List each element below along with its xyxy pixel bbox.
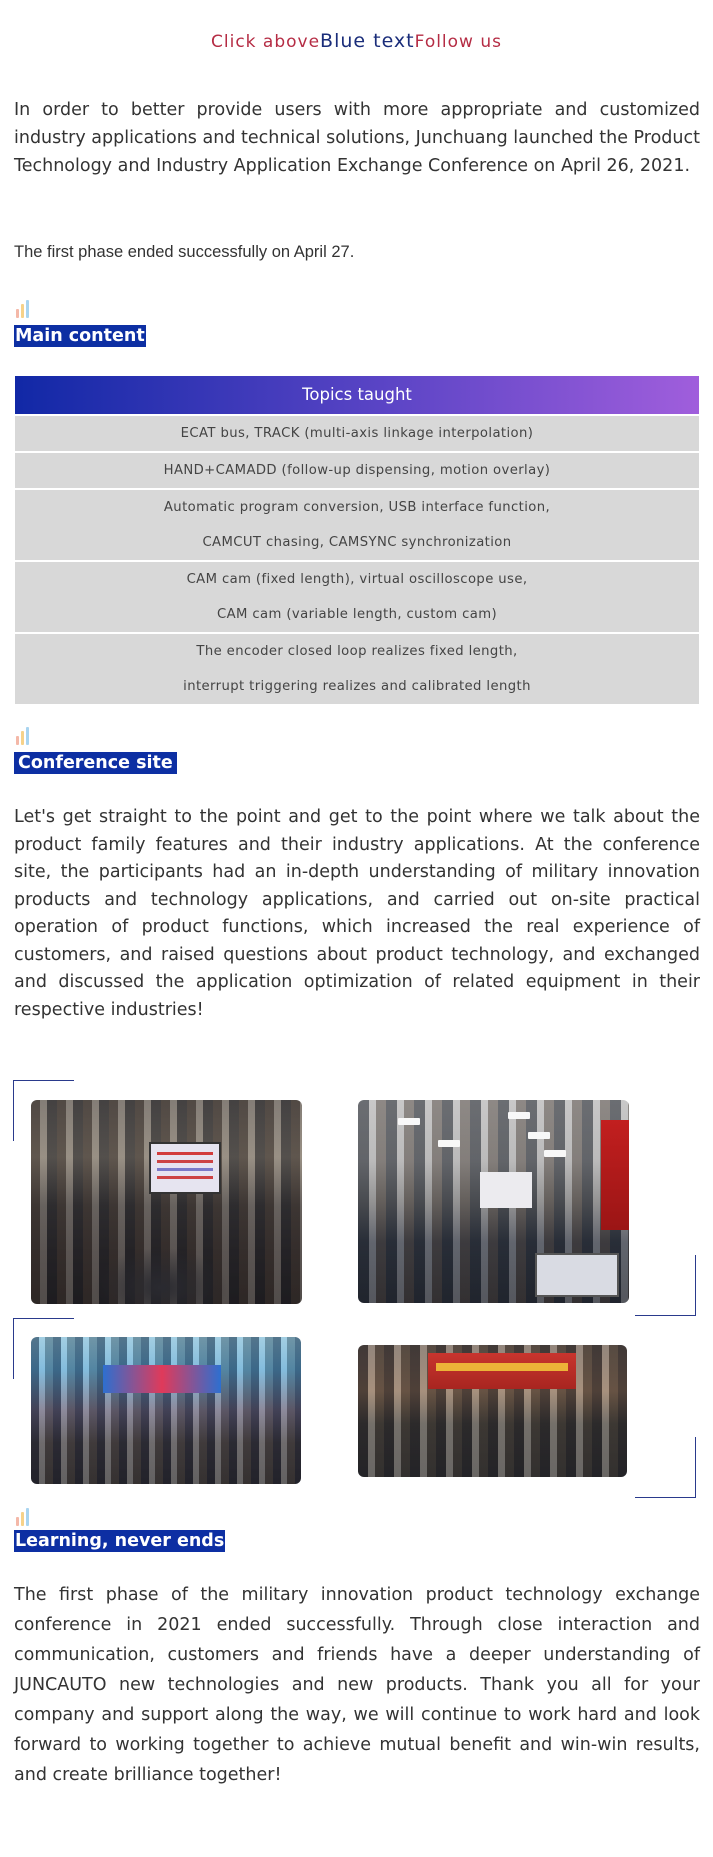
table-cell: CAMCUT chasing, CAMSYNC synchronization xyxy=(202,535,512,550)
follow-prefix: Click above xyxy=(211,32,321,52)
table-cell: CAM cam (fixed length), virtual oscilloscope use, xyxy=(186,572,528,587)
bar-chart-icon xyxy=(15,1508,35,1526)
topics-table-header: Topics taught xyxy=(15,376,699,414)
closing-paragraph: The first phase of the military innovation product technology exchange conference in 2021 ended successfully. Through close interaction and communication, customers and friends have a deeper understanding of JUNCAUTO new technologies and new products. Thank you all for your company and support along the way, we will continue to work hard and look forward to working together to achieve mutual benefit and win-win results, and create brilliance together! xyxy=(14,1585,700,1785)
topics-table xyxy=(15,376,699,704)
table-cell: interrupt triggering realizes and calibrated length xyxy=(183,679,531,694)
conference-site-paragraph: Let's get straight to the point and get to the point where we talk about the product family features and their industry applications. At the conference site, the participants had an in-depth understanding of military innovation products and technology applications, and carried out on-site practical operation of product functions, which increased the real experience of customers, and raised questions about product technology, and exchanged and discussed the application optimization of related equipment in their respective industries! xyxy=(14,807,700,1020)
corner-bracket xyxy=(635,1437,696,1498)
follow-link[interactable]: Blue text xyxy=(320,30,415,52)
stage-banner xyxy=(103,1365,221,1393)
laptop xyxy=(535,1253,619,1297)
conference-photo-lecture xyxy=(31,1100,302,1304)
intro-paragraph: In order to better provide users with more appropriate and customized industry applications and technical solutions, Junchuang launched the Product Technology and Industry Application Exchange Conference on April 26, 2021. xyxy=(14,100,700,176)
projector-screen xyxy=(149,1142,221,1194)
table-row xyxy=(15,560,699,632)
corner-bracket xyxy=(635,1255,696,1316)
table-row xyxy=(15,632,699,704)
section-title-main-content: Main content xyxy=(15,326,145,346)
table-cell: HAND+CAMADD (follow-up dispensing, motion overlay) xyxy=(163,463,551,478)
follow-suffix: Follow us xyxy=(414,32,502,52)
table-cell: CAM cam (variable length, custom cam) xyxy=(216,607,497,622)
follow-banner xyxy=(0,30,713,52)
table-cell: The encoder closed loop realizes fixed length, xyxy=(196,644,518,659)
conference-photo-group-banner xyxy=(358,1345,627,1477)
table-cell: ECAT bus, TRACK (multi-axis linkage interpolation) xyxy=(180,426,534,441)
table-row xyxy=(15,451,699,488)
table-cell: Automatic program conversion, USB interface function, xyxy=(163,500,551,515)
conference-photo-group-stage xyxy=(31,1337,301,1484)
bar-chart-icon xyxy=(15,300,35,318)
red-banner xyxy=(428,1353,576,1389)
bar-chart-icon xyxy=(15,727,35,745)
conference-photo-hall xyxy=(358,1100,629,1303)
intro-status: The first phase ended successfully on April 27. xyxy=(14,243,355,261)
red-banner xyxy=(601,1120,629,1230)
section-title-learning: Learning, never ends xyxy=(15,1531,225,1551)
table-row xyxy=(15,414,699,451)
section-title-conference-site: Conference site xyxy=(14,752,177,774)
projector-screen xyxy=(480,1172,532,1208)
table-row xyxy=(15,488,699,560)
